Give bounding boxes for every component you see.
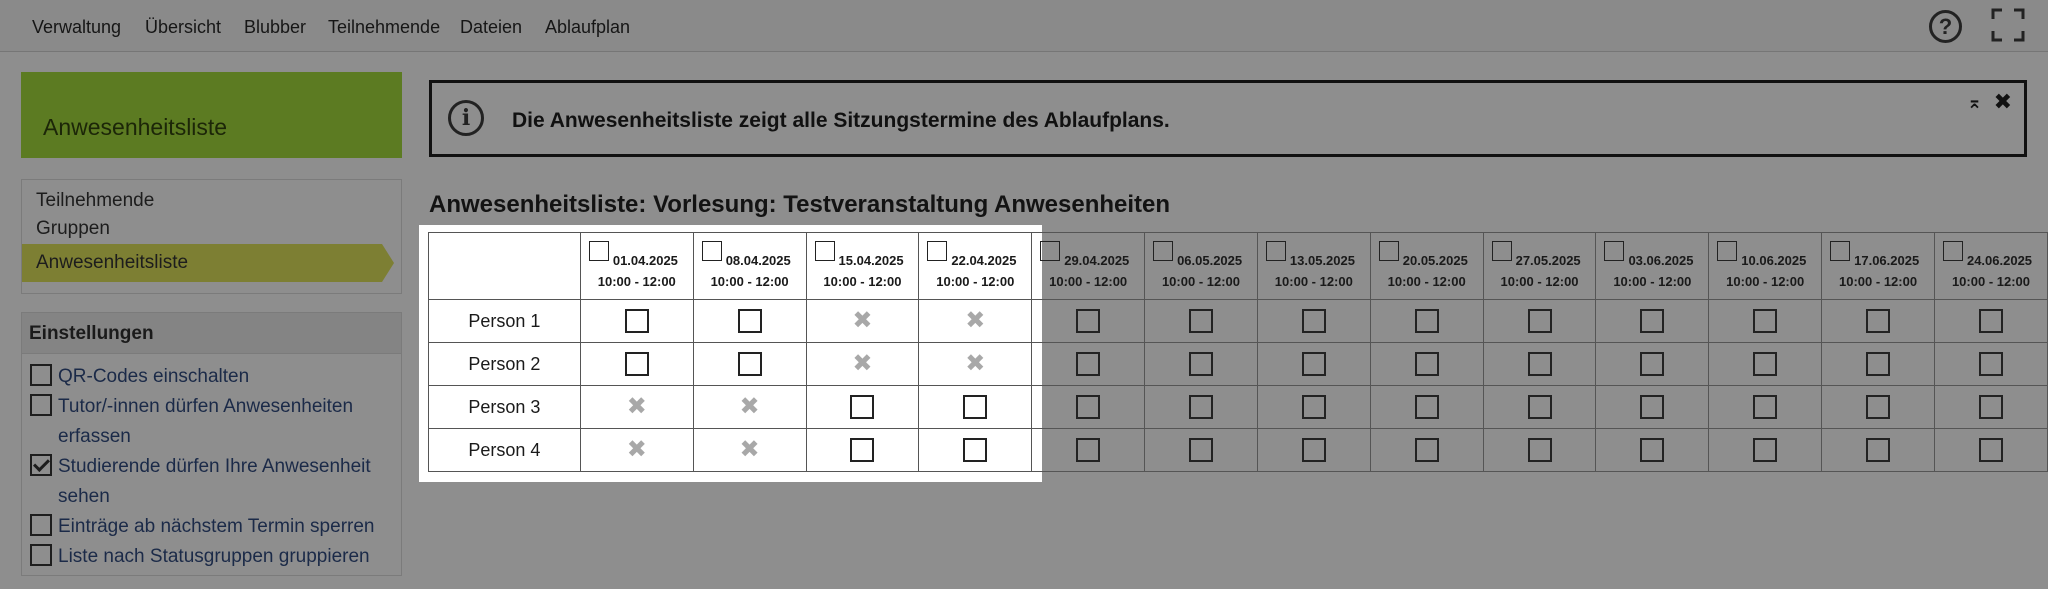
session-time: 10:00 - 12:00	[1049, 273, 1128, 289]
checkbox-checked[interactable]	[30, 454, 52, 476]
settings-heading: Einstellungen	[22, 313, 401, 354]
table-corner	[429, 233, 581, 300]
column-select-checkbox[interactable]	[927, 241, 947, 261]
session-time: 10:00 - 12:00	[823, 273, 902, 289]
date-column-header	[580, 233, 693, 300]
attendance-checkbox[interactable]	[1866, 395, 1890, 419]
attendance-cell	[1483, 386, 1596, 429]
table-row	[429, 343, 2048, 386]
attendance-cell	[693, 343, 806, 386]
attendance-checkbox[interactable]	[850, 395, 874, 419]
session-time: 10:00 - 12:00	[1161, 273, 1241, 289]
attendance-cell	[919, 429, 1032, 472]
column-select-checkbox[interactable]	[1153, 241, 1173, 261]
column-select-checkbox[interactable]	[702, 241, 722, 261]
fullscreen-icon[interactable]	[1991, 8, 2025, 42]
attendance-checkbox[interactable]	[1753, 352, 1777, 376]
attendance-cell	[919, 343, 1032, 386]
date-column-header	[693, 233, 806, 300]
setting-label[interactable]: Studierende dürfen Ihre Anwesenheit sehen	[58, 456, 371, 507]
question-circle-icon[interactable]: ?	[1929, 10, 1962, 43]
attendance-cell	[1709, 300, 1822, 343]
session-date: 06.05.2025	[1177, 252, 1243, 268]
attendance-cell	[1370, 300, 1483, 343]
attendance-cell	[1145, 300, 1258, 343]
attendance-cell	[1596, 386, 1709, 429]
attendance-cell	[1596, 343, 1709, 386]
table-row	[429, 429, 2048, 472]
column-select-checkbox[interactable]	[815, 241, 835, 261]
column-select-checkbox[interactable]	[1492, 241, 1512, 261]
attendance-checkbox[interactable]	[1189, 395, 1213, 419]
attendance-cell	[580, 429, 693, 472]
attendance-checkbox[interactable]	[850, 438, 874, 462]
date-column-header	[1370, 233, 1483, 300]
attendance-table	[428, 232, 2048, 472]
attendance-checkbox[interactable]	[963, 395, 987, 419]
attendance-cell	[806, 300, 919, 343]
attendance-checkbox[interactable]	[1528, 438, 1552, 462]
attendance-cell	[580, 343, 693, 386]
attendance-checkbox[interactable]	[1979, 395, 2003, 419]
sidebar-item-gruppen[interactable]: Gruppen	[36, 218, 110, 239]
cross-icon: ✖	[626, 393, 647, 420]
sidebar-title-box	[21, 72, 402, 158]
attendance-cell	[919, 386, 1032, 429]
attendance-checkbox[interactable]	[1415, 395, 1439, 419]
attendance-checkbox[interactable]	[1528, 309, 1552, 333]
attendance-cell	[1257, 386, 1370, 429]
attendance-checkbox[interactable]	[625, 352, 649, 376]
attendance-checkbox[interactable]	[1979, 309, 2003, 333]
column-select-checkbox[interactable]	[1266, 241, 1286, 261]
nav-teilnehmende[interactable]: Teilnehmende	[328, 17, 441, 37]
attendance-checkbox[interactable]	[1302, 352, 1326, 376]
attendance-cell	[1822, 300, 1935, 343]
attendance-checkbox[interactable]	[1866, 352, 1890, 376]
session-time: 10:00 - 12:00	[1726, 273, 1805, 289]
attendance-checkbox[interactable]	[1415, 309, 1439, 333]
nav-blubber[interactable]: Blubber	[244, 17, 307, 37]
session-date: 10.06.2025	[1741, 252, 1807, 268]
checkbox[interactable]	[30, 514, 52, 536]
attendance-cell	[1257, 429, 1370, 472]
column-select-checkbox[interactable]	[1379, 241, 1399, 261]
attendance-checkbox[interactable]	[1528, 395, 1552, 419]
session-date: 15.04.2025	[838, 252, 904, 268]
attendance-checkbox[interactable]	[1640, 438, 1664, 462]
checkbox[interactable]	[30, 394, 52, 416]
attendance-cell	[806, 429, 919, 472]
sidebar-item-anwesenheitsliste[interactable]: Anwesenheitsliste	[22, 244, 382, 282]
attendance-checkbox[interactable]	[1076, 309, 1100, 333]
attendance-checkbox[interactable]	[1302, 309, 1326, 333]
date-column-header	[1709, 233, 1822, 300]
attendance-checkbox[interactable]	[1528, 352, 1552, 376]
attendance-checkbox[interactable]	[1640, 352, 1664, 376]
attendance-cell	[1596, 300, 1709, 343]
session-time: 10:00 - 12:00	[1839, 273, 1918, 289]
column-select-checkbox[interactable]	[1943, 241, 1963, 261]
checkbox[interactable]	[30, 364, 52, 386]
cross-icon: ✖	[965, 307, 986, 334]
attendance-cell	[580, 386, 693, 429]
attendance-checkbox[interactable]	[1189, 309, 1213, 333]
top-navigation	[0, 0, 2048, 52]
session-time: 10:00 - 12:00	[1500, 273, 1579, 289]
date-column-header	[1483, 233, 1596, 300]
attendance-checkbox[interactable]	[1866, 309, 1890, 333]
session-date: 08.04.2025	[725, 252, 791, 268]
attendance-cell	[1822, 386, 1935, 429]
date-column-header	[1257, 233, 1370, 300]
session-time: 10:00 - 12:00	[597, 273, 676, 289]
attendance-checkbox[interactable]	[625, 309, 649, 333]
session-date: 22.04.2025	[951, 252, 1017, 268]
attendance-checkbox[interactable]	[1415, 438, 1439, 462]
settings-panel	[21, 312, 402, 576]
session-date: 20.05.2025	[1402, 252, 1468, 268]
sidebar-item-teilnehmende[interactable]: Teilnehmende	[36, 190, 155, 211]
date-column-header	[919, 233, 1032, 300]
column-select-checkbox[interactable]	[1604, 241, 1624, 261]
nav-dateien[interactable]: Dateien	[460, 17, 523, 37]
attendance-cell	[1145, 386, 1258, 429]
session-date: 13.05.2025	[1289, 252, 1355, 268]
person-name: Person 1	[429, 300, 581, 343]
cross-icon: ✖	[852, 307, 873, 334]
attendance-cell	[693, 429, 806, 472]
attendance-checkbox[interactable]	[1866, 438, 1890, 462]
session-time: 10:00 - 12:00	[936, 273, 1015, 289]
attendance-cell	[1596, 429, 1709, 472]
attendance-cell	[693, 300, 806, 343]
column-select-checkbox[interactable]	[1717, 241, 1737, 261]
sidebar-title: Anwesenheitsliste	[43, 114, 228, 140]
attendance-checkbox[interactable]	[1753, 395, 1777, 419]
session-date: 24.06.2025	[1966, 252, 2033, 268]
attendance-checkbox[interactable]	[1415, 352, 1439, 376]
session-date: 27.05.2025	[1515, 252, 1581, 268]
attendance-table-region	[419, 225, 2048, 482]
attendance-checkbox[interactable]	[1753, 438, 1777, 462]
cross-icon: ✖	[739, 436, 760, 463]
attendance-cell	[580, 300, 693, 343]
info-circle-icon: i	[448, 100, 484, 136]
attendance-checkbox[interactable]	[1640, 309, 1664, 333]
attendance-cell	[1709, 386, 1822, 429]
attendance-cell	[1257, 300, 1370, 343]
sidebar-nav	[21, 179, 402, 294]
attendance-cell	[1370, 386, 1483, 429]
attendance-cell	[1934, 429, 2047, 472]
attendance-cell	[1483, 300, 1596, 343]
date-column-header	[806, 233, 919, 300]
setting-label[interactable]: Liste nach Statusgruppen gruppieren	[58, 546, 370, 567]
table-row	[429, 300, 2048, 343]
column-select-checkbox[interactable]	[589, 241, 609, 261]
attendance-cell	[806, 386, 919, 429]
attendance-cell	[1934, 386, 2047, 429]
collapse-icon[interactable]: ⌅	[1966, 92, 1982, 112]
attendance-cell	[806, 343, 919, 386]
attendance-checkbox[interactable]	[1753, 309, 1777, 333]
person-name: Person 4	[429, 429, 581, 472]
session-time: 10:00 - 12:00	[1951, 273, 2031, 289]
table-row	[429, 386, 2048, 429]
attendance-cell	[1934, 300, 2047, 343]
attendance-cell	[1032, 343, 1145, 386]
cross-icon: ✖	[852, 350, 873, 377]
session-time: 10:00 - 12:00	[710, 273, 789, 289]
attendance-cell	[1709, 343, 1822, 386]
page-title: Anwesenheitsliste: Vorlesung: Testveranstaltung Anwesenheiten	[429, 191, 1171, 218]
session-time: 10:00 - 12:00	[1274, 273, 1353, 289]
session-time: 10:00 - 12:00	[1613, 273, 1692, 289]
attendance-checkbox[interactable]	[1640, 395, 1664, 419]
attendance-cell	[1257, 343, 1370, 386]
session-date: 01.04.2025	[612, 252, 678, 268]
nav-ablaufplan[interactable]: Ablaufplan	[545, 17, 631, 37]
cross-icon: ✖	[965, 350, 986, 377]
info-message: Die Anwesenheitsliste zeigt alle Sitzungstermine des Ablaufplans.	[512, 109, 1170, 132]
close-icon[interactable]: ✖	[1993, 89, 2012, 114]
attendance-checkbox[interactable]	[1076, 395, 1100, 419]
attendance-checkbox[interactable]	[1979, 352, 2003, 376]
attendance-cell	[1709, 429, 1822, 472]
session-time: 10:00 - 12:00	[1387, 273, 1466, 289]
attendance-checkbox[interactable]	[1076, 352, 1100, 376]
attendance-cell	[1032, 429, 1145, 472]
setting-label[interactable]: QR-Codes einschalten	[58, 366, 250, 387]
checkbox[interactable]	[30, 544, 52, 566]
session-date: 17.06.2025	[1854, 252, 1920, 268]
date-column-header	[1032, 233, 1145, 300]
attendance-cell	[1370, 429, 1483, 472]
attendance-cell	[1483, 343, 1596, 386]
date-column-header	[1822, 233, 1935, 300]
attendance-cell	[1934, 343, 2047, 386]
setting-label[interactable]: Tutor/-innen dürfen Anwesenheiten erfassen	[58, 396, 354, 447]
attendance-checkbox[interactable]	[1076, 438, 1100, 462]
attendance-cell	[1822, 429, 1935, 472]
cross-icon: ✖	[739, 393, 760, 420]
person-name: Person 3	[429, 386, 581, 429]
attendance-cell	[919, 300, 1032, 343]
date-column-header	[1934, 233, 2047, 300]
nav-verwaltung[interactable]: Verwaltung	[32, 17, 122, 37]
session-date: 29.04.2025	[1064, 252, 1130, 268]
date-column-header	[1596, 233, 1709, 300]
person-name: Person 2	[429, 343, 581, 386]
attendance-checkbox[interactable]	[1189, 352, 1213, 376]
attendance-checkbox[interactable]	[738, 352, 762, 376]
attendance-cell	[1032, 386, 1145, 429]
attendance-checkbox[interactable]	[1302, 438, 1326, 462]
column-select-checkbox[interactable]	[1040, 241, 1060, 261]
attendance-cell	[1483, 429, 1596, 472]
attendance-checkbox[interactable]	[1189, 438, 1213, 462]
column-select-checkbox[interactable]	[1830, 241, 1850, 261]
attendance-cell	[1145, 343, 1258, 386]
attendance-checkbox[interactable]	[738, 309, 762, 333]
cross-icon: ✖	[626, 436, 647, 463]
attendance-checkbox[interactable]	[1979, 438, 2003, 462]
setting-label[interactable]: Einträge ab nächstem Termin sperren	[58, 516, 375, 537]
info-message-box	[429, 80, 2027, 157]
attendance-cell	[693, 386, 806, 429]
attendance-cell	[1145, 429, 1258, 472]
attendance-cell	[1822, 343, 1935, 386]
attendance-cell	[1370, 343, 1483, 386]
session-date: 03.06.2025	[1628, 252, 1694, 268]
date-column-header	[1145, 233, 1258, 300]
attendance-checkbox[interactable]	[1302, 395, 1326, 419]
attendance-checkbox[interactable]	[963, 438, 987, 462]
attendance-cell	[1032, 300, 1145, 343]
nav-uebersicht[interactable]: Übersicht	[145, 17, 222, 37]
